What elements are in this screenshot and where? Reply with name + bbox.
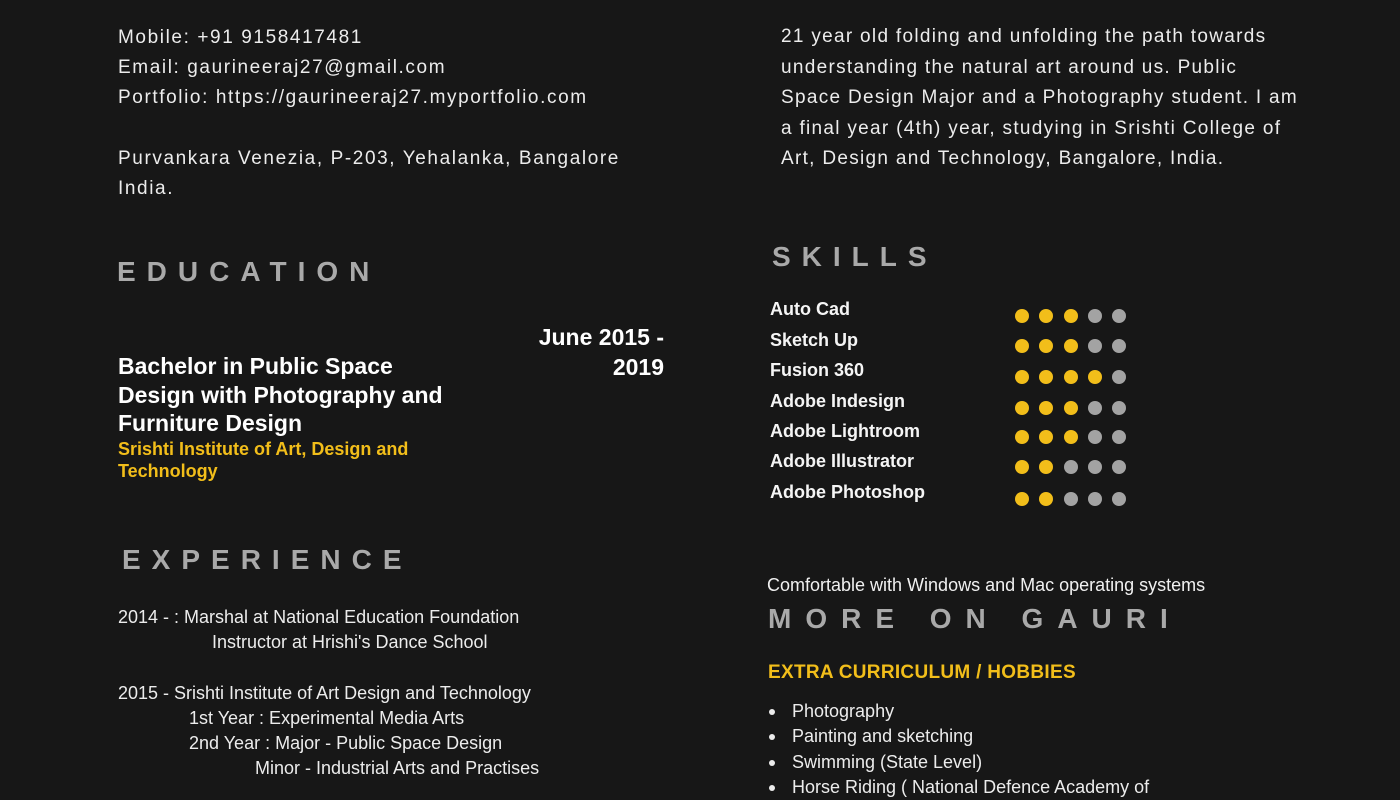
rating-dot-filled xyxy=(1015,401,1029,415)
rating-dot-filled xyxy=(1039,430,1053,444)
rating-dot-filled xyxy=(1088,370,1102,384)
experience-line: 1st Year : Experimental Media Arts xyxy=(189,708,465,728)
rating-dot-filled xyxy=(1064,339,1078,353)
education-date-line: June 2015 - xyxy=(538,324,664,350)
experience-line: 2015 - Srishti Institute of Art Design and Technology xyxy=(118,683,531,703)
rating-dot-filled xyxy=(1015,339,1029,353)
rating-dot-empty xyxy=(1064,492,1078,506)
contact-email[interactable]: Email: gaurineeraj27@gmail.com xyxy=(118,57,447,78)
rating-dot-filled xyxy=(1039,401,1053,415)
skill-label: Adobe Photoshop xyxy=(770,482,925,502)
rating-dot-empty xyxy=(1064,460,1078,474)
education-date xyxy=(470,322,664,382)
skill-label: Adobe Illustrator xyxy=(770,451,915,471)
rating-dot-filled xyxy=(1039,370,1053,384)
contact-portfolio[interactable]: Portfolio: https://gaurineeraj27.myportfolio.com xyxy=(118,87,588,108)
rating-dot-filled xyxy=(1064,430,1078,444)
skill-label: Fusion 360 xyxy=(770,360,865,380)
rating-dot-filled xyxy=(1015,309,1029,323)
education-degree xyxy=(118,352,478,438)
school-line: Srishti Institute of Art, Design and xyxy=(118,439,409,459)
rating-dot-empty xyxy=(1088,430,1102,444)
rating-dot-filled xyxy=(1039,339,1053,353)
school-line: Technology xyxy=(118,461,218,481)
rating-dot-empty xyxy=(1112,401,1126,415)
list-item: Photography xyxy=(768,699,1149,724)
rating-dot-filled xyxy=(1039,460,1053,474)
education-date-line: 2019 xyxy=(612,354,664,380)
hobbies-heading: EXTRA CURRICULUM / HOBBIES xyxy=(768,662,1076,683)
os-note: Comfortable with Windows and Mac operating systems xyxy=(767,575,1206,595)
contact-address-line-2: India. xyxy=(118,178,175,199)
experience-heading: EXPERIENCE xyxy=(122,544,413,575)
degree-line: Bachelor in Public Space xyxy=(118,353,393,379)
list-item: Painting and sketching xyxy=(768,724,1149,749)
skill-label: Adobe Lightroom xyxy=(770,421,920,441)
rating-dot-empty xyxy=(1088,492,1102,506)
degree-line: Design with Photography and xyxy=(118,381,443,408)
rating-dot-empty xyxy=(1088,401,1102,415)
rating-dot-empty xyxy=(1112,460,1126,474)
about-line: 21 year old folding and unfolding the path towards xyxy=(781,26,1267,47)
education-heading: EDUCATION xyxy=(117,256,381,287)
skill-label: Adobe Indesign xyxy=(770,391,905,411)
about-line: understanding the natural art around us. Public xyxy=(781,56,1238,78)
rating-dot-empty xyxy=(1112,339,1126,353)
rating-dot-filled xyxy=(1039,492,1053,506)
rating-dot-filled xyxy=(1015,492,1029,506)
about-line: a final year (4th) year, studying in Srishti College of xyxy=(781,117,1282,139)
experience-line: 2014 - : Marshal at National Education Foundation xyxy=(118,607,520,627)
degree-line: Furniture Design xyxy=(118,410,303,436)
list-item: Horse Riding ( National Defence Academy of xyxy=(768,775,1149,800)
rating-dot-empty xyxy=(1088,339,1102,353)
about-line: Space Design Major and a Photography student. I am xyxy=(781,87,1299,108)
rating-dot-empty xyxy=(1088,460,1102,474)
skill-label: Sketch Up xyxy=(770,330,859,350)
education-school xyxy=(118,438,458,482)
about-line: Art, Design and Technology, Bangalore, India. xyxy=(781,148,1225,169)
rating-dot-filled xyxy=(1064,370,1078,384)
rating-dot-filled xyxy=(1015,370,1029,384)
experience-line: Minor - Industrial Arts and Practises xyxy=(255,758,540,778)
experience-line: 2nd Year : Major - Public Space Design xyxy=(189,733,503,753)
hobbies-list xyxy=(768,699,1149,800)
rating-dot-filled xyxy=(1015,460,1029,474)
rating-dot-filled xyxy=(1064,309,1078,323)
list-item: Swimming (State Level) xyxy=(768,750,1149,775)
rating-dot-empty xyxy=(1112,430,1126,444)
contact-mobile: Mobile: +91 9158417481 xyxy=(118,27,363,48)
rating-dot-filled xyxy=(1064,401,1078,415)
about-paragraph xyxy=(781,22,1341,175)
more-heading: MORE ON GAURI xyxy=(768,603,1182,634)
experience-line: Instructor at Hrishi's Dance School xyxy=(212,632,488,652)
skill-label: Auto Cad xyxy=(770,299,850,319)
rating-dot-empty xyxy=(1112,309,1126,323)
rating-dot-empty xyxy=(1112,492,1126,506)
rating-dot-filled xyxy=(1015,430,1029,444)
contact-address-line-1: Purvankara Venezia, P-203, Yehalanka, Bangalore xyxy=(118,148,620,169)
skills-heading: SKILLS xyxy=(772,241,938,272)
rating-dot-empty xyxy=(1112,370,1126,384)
rating-dot-filled xyxy=(1039,309,1053,323)
rating-dot-empty xyxy=(1088,309,1102,323)
